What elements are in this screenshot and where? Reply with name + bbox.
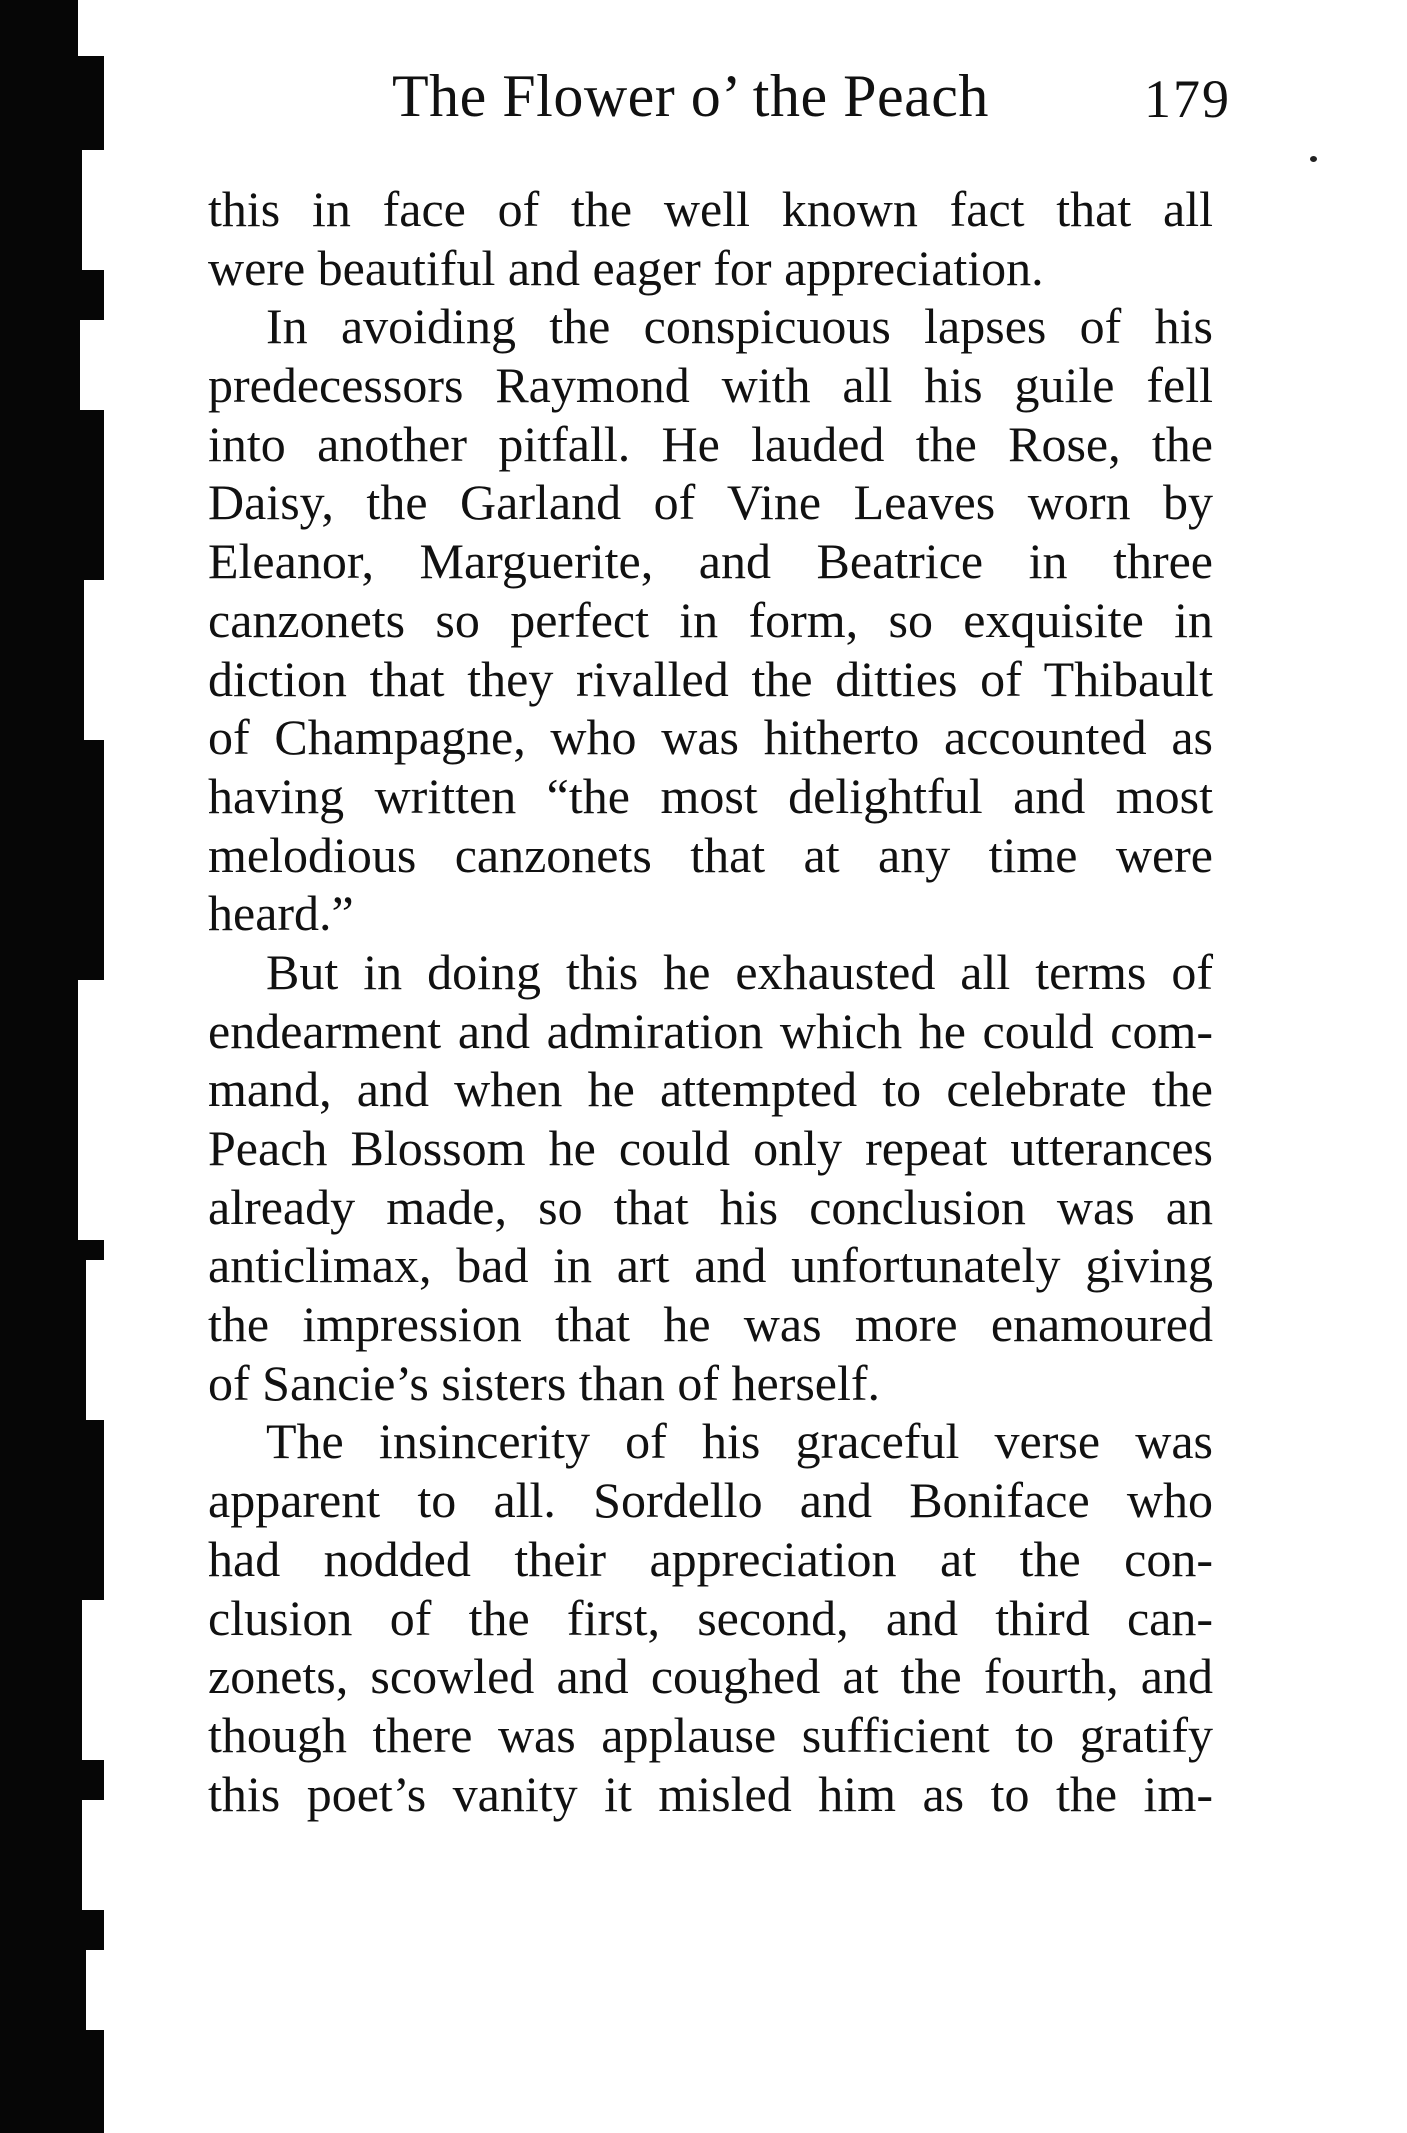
text-line: having written “the most delightful and most [208,767,1213,824]
binding-nick [84,580,104,740]
text-line: this poet’s vanity it misled him as to the im- [208,1765,1213,1822]
text-line: were beautiful and eager for appreciation. [208,239,1044,296]
page-number: 179 [1144,69,1231,129]
text-line: zonets, scowled and coughed at the fourth, and [208,1648,1213,1705]
text-line: into another pitfall. He lauded the Rose, the [208,415,1213,472]
running-title: The Flower o’ the Peach [392,63,989,129]
text-line: predecessors Raymond with all his guile fell [208,357,1213,414]
text-line: though there was applause sufficient to gratify [208,1706,1213,1763]
binding-nick [82,1600,104,1760]
text-line: Eleanor, Marguerite, and Beatrice in three [208,533,1213,590]
text-line: had nodded their appreciation at the con- [208,1530,1213,1587]
ink-speck [1310,156,1317,162]
text-line: of Sancie’s sisters than of herself. [208,1354,881,1411]
binding-nick [78,980,104,1240]
text-line: the impression that he was more enamoured [208,1296,1213,1353]
text-line: The insincerity of his graceful verse was [266,1413,1213,1470]
binding-nick [86,1260,104,1420]
running-head [392,62,1242,142]
text-line: heard.” [208,885,354,942]
text-line: clusion of the first, second, and third can- [208,1589,1213,1646]
binding-nick [86,1950,104,2030]
text-line: diction that they rivalled the ditties of Thibault [208,650,1213,707]
text-line: In avoiding the conspicuous lapses of his [266,298,1213,355]
text-line: anticlimax, bad in art and unfortunately giving [208,1237,1213,1294]
binding-nick [82,1800,104,1910]
text-line: melodious canzonets that at any time were [208,826,1213,883]
text-line: Peach Blossom he could only repeat utterances [208,1120,1213,1176]
text-line: Daisy, the Garland of Vine Leaves worn by [208,474,1213,531]
binding-shadow [0,0,104,2133]
text-line: But in doing this he exhausted all terms of [266,943,1213,1000]
text-line: mand, and when he attempted to celebrate the [208,1061,1213,1118]
binding-nick [80,320,104,410]
text-line: this in face of the well known fact that all [208,181,1213,237]
text-line: endearment and admiration which he could com- [208,1002,1213,1059]
body-text [208,180,1213,1823]
text-line: of Champagne, who was hitherto accounted as [208,709,1213,766]
text-line: apparent to all. Sordello and Boniface who [208,1472,1213,1529]
text-line: canzonets so perfect in form, so exquisite in [208,591,1213,648]
binding-nick [82,150,104,270]
binding-nick [78,0,104,56]
text-line: already made, so that his conclusion was an [208,1178,1213,1235]
